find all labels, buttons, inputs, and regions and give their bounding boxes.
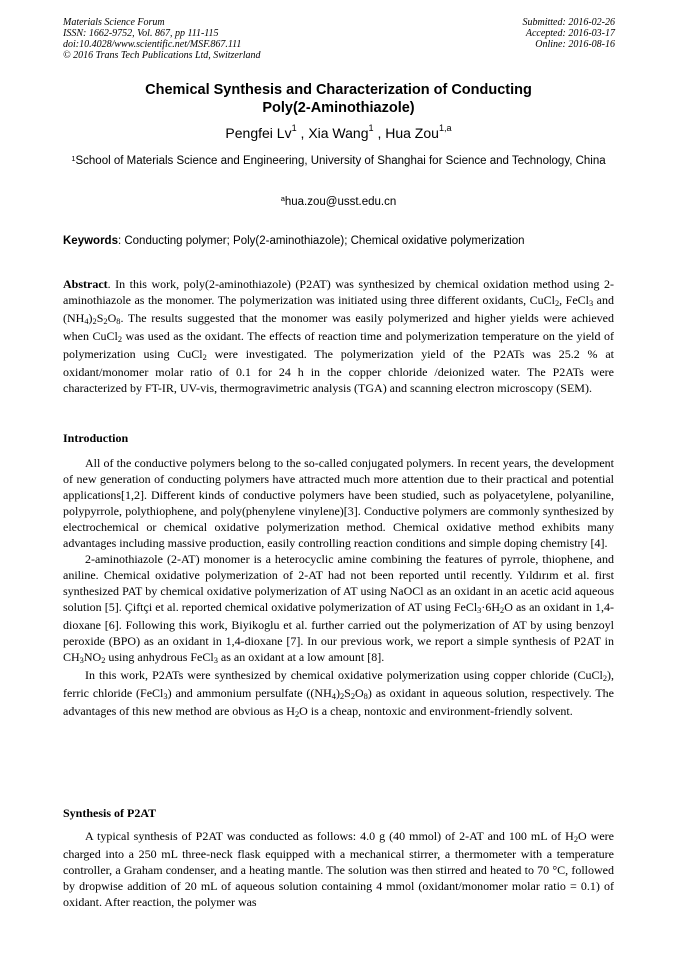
author-email: $^a$hua.zou@usst.edu.cn bbox=[280, 194, 397, 208]
synthesis-body bbox=[63, 828, 614, 910]
paragraph: 2-aminothiazole (2-AT) monomer is a heterocyclic amine combining the features of pyrrole, thiophene, and aniline. Chemical oxidative polymerization of 2-AT had not been reported until recently. Yıldırım et al. first synthesized PAT by chemical oxidative polymerization of AT using NaOCl as an oxidant in an acetic acid aqueous solution [5]. Çiftçi et al. reported chemical oxidative polymerization of AT using $FeCl_3\cdot 6H_2O$ as an oxidant in 1,4-dioxane [6]. Following this work, Biyikoglu et al. further carried out the polymerization of AT by using benzoyl peroxide (BPO) as an oxidant in 1,4-dioxane [7]. In our previous work, we report a simple synthesis of P2AT in $CH_3NO_2$ using anhydrous FeCl$_3$ as an oxidant at a low amount [8]. bbox=[63, 552, 615, 665]
accepted-date: Accepted: 2016-03-17 bbox=[525, 28, 615, 39]
section-heading-introduction: Introduction bbox=[63, 431, 129, 445]
submitted-date: Submitted: 2016-02-26 bbox=[522, 17, 615, 28]
paper-title bbox=[63, 81, 614, 117]
abstract-label: Abstract bbox=[63, 277, 108, 291]
doi: doi:10.4028/www.scientific.net/MSF.867.111 bbox=[63, 39, 242, 50]
keywords-label: Keywords bbox=[63, 235, 118, 247]
title-line-1: Chemical Synthesis and Characterization of Conducting bbox=[145, 82, 532, 98]
issn: ISSN: 1662-9752, Vol. 867, pp 111-115 bbox=[63, 28, 219, 39]
paragraph: All of the conductive polymers belong to the so-called conjugated polymers. In recent years, the development of new generation of conducting polymers have attracted much more attention due to their practical and potential applications[1,2]. Different kinds of conductive polymers have been studied, such as polyacetylene, polyaniline, polypyrrole, polythiophene, and poly(phenylene vinylene)[3]. Conductive polymers are commonly synthesized by electrochemical or chemical oxidative polymerization method. Chemical oxidative method exhibits many advantages including massive production, easily controlling reaction conditions and simple doping chemistry [4]. bbox=[63, 456, 614, 550]
author-name: Xia Wang bbox=[308, 125, 369, 141]
title-line-2: Poly(2-Aminothiazole) bbox=[262, 100, 415, 116]
affiliation: $^1$School of Materials Science and Engineering, University of Shanghai for Science and Technology, China bbox=[71, 154, 606, 167]
keywords: Keywords: Conducting polymer; Poly(2-aminothiazole); Chemical oxidative polymerization bbox=[63, 235, 525, 247]
paragraph: In this work, P2ATs were synthesized by chemical oxidative polymerization using copper chloride (CuCl$_2$), ferric chloride (FeCl$_3$) and ammonium persulfate $((NH_4)_2S_2O_8)$ as oxidant in aqueous solution, respectively. The advantages of this new method are obvious as $H_2O$ is a cheap, nontoxic and environment-friendly solvent. bbox=[63, 668, 614, 719]
journal-header-left bbox=[63, 17, 261, 61]
copyright: © 2016 Trans Tech Publications Ltd, Switzerland bbox=[63, 50, 261, 61]
author-name: Hua Zou bbox=[385, 125, 439, 141]
paragraph: A typical synthesis of P2AT was conducted as follows: 4.0 g (40 mmol) of 2-AT and 100 mL of $H_2O$ were charged into a 250 mL three-neck flask equipped with a mechanical stirrer, a thermometer with a temperature controller, a Graham condenser, and a heating mantle. The solution was then stirred and heated to 70 °C, followed by dropwise addition of 20 mL of aqueous solution containing 4 mmol (oxidant/monomer molar ratio = 0.1) of oxidant. After reaction, the polymer was bbox=[63, 829, 615, 909]
journal-name: Materials Science Forum bbox=[63, 17, 165, 28]
abstract: Abstract. In this work, poly(2-aminothiazole) (P2AT) was synthesized by chemical oxidation method using 2-aminothiazole as the monomer. The polymerization was initiated using three different oxidants, CuCl$_2$, FeCl$_3$ and $(NH_4)_2S_2O_8$. The results suggested that the monomer was easily polymerized and higher yields were achieved when CuCl$_2$ was used as the oxidant. The effects of reaction time and polymerization temperature on the yield of polymerization using CuCl$_2$ were investigated. The polymerization yield of the P2ATs was 25.2 % at oxidant/monomer molar ratio of 0.1 for 24 h in the copper chloride /deionized water. The P2ATs were characterized by FT-IR, UV-vis, thermogravimetric analysis (TGA) and scanning electron microscopy (SEM). bbox=[63, 277, 614, 395]
author-name: Pengfei Lv bbox=[225, 125, 292, 141]
journal-header-right bbox=[523, 17, 616, 50]
online-date: Online: 2016-08-16 bbox=[535, 39, 615, 50]
author-list: Pengfei Lv$^1$ , Xia Wang$^1$ , Hua Zou$^{1,a}$ bbox=[225, 123, 452, 141]
introduction-body bbox=[63, 455, 614, 721]
section-heading-synthesis: Synthesis of P2AT bbox=[63, 806, 157, 820]
